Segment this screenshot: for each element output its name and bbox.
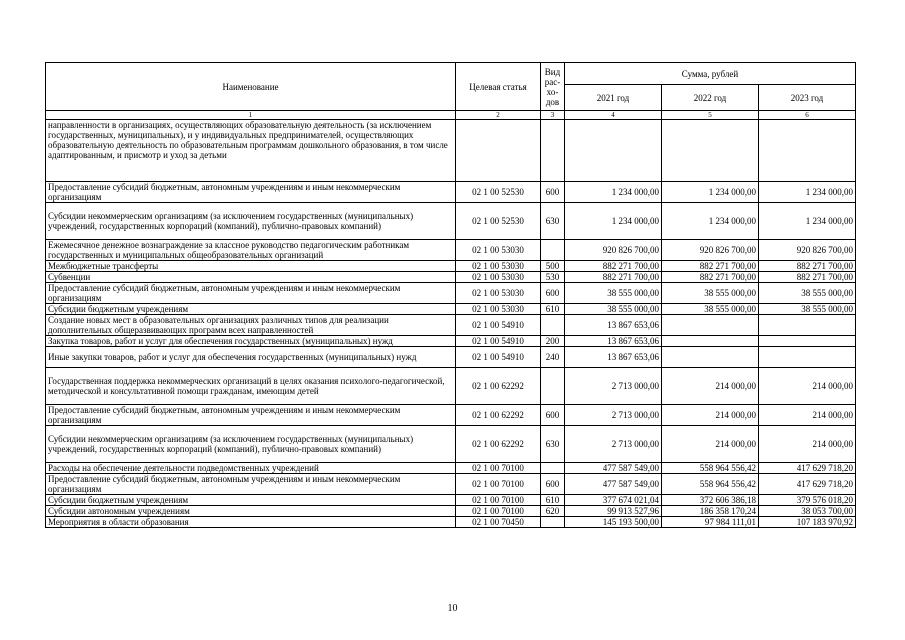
budget-table bbox=[45, 62, 856, 528]
row-name: Субвенции bbox=[46, 272, 456, 283]
row-target-article: 02 1 00 52530 bbox=[456, 203, 541, 240]
row-expense-type: 600 bbox=[541, 474, 565, 495]
column-number: 5 bbox=[662, 111, 759, 120]
row-sum-2023: 214 000,00 bbox=[759, 405, 856, 426]
row-target-article: 02 1 00 53030 bbox=[456, 283, 541, 304]
row-sum-2022: 214 000,00 bbox=[662, 405, 759, 426]
row-sum-2022: 558 964 556,42 bbox=[662, 463, 759, 474]
row-sum-2022: 38 555 000,00 bbox=[662, 304, 759, 315]
row-sum-2021: 477 587 549,00 bbox=[565, 474, 662, 495]
row-target-article: 02 1 00 70100 bbox=[456, 506, 541, 517]
row-sum-2022: 882 271 700,00 bbox=[662, 272, 759, 283]
row-sum-2023: 214 000,00 bbox=[759, 426, 856, 463]
table-row bbox=[46, 304, 856, 315]
row-sum-2021: 2 713 000,00 bbox=[565, 368, 662, 405]
table-row bbox=[46, 336, 856, 347]
table-row bbox=[46, 347, 856, 368]
row-expense-type: 600 bbox=[541, 283, 565, 304]
row-name: Субсидии автономным учреждениям bbox=[46, 506, 456, 517]
row-expense-type: 630 bbox=[541, 203, 565, 240]
row-name: Создание новых мест в образовательных организациях различных типов для реализации дополнительных общеразвивающих программ всех направленностей bbox=[46, 315, 456, 336]
row-name: Закупка товаров, работ и услуг для обеспечения государственных (муниципальных) нужд bbox=[46, 336, 456, 347]
header-2023: 2023 год bbox=[759, 85, 856, 111]
row-sum-2022 bbox=[662, 336, 759, 347]
row-expense-type: 600 bbox=[541, 405, 565, 426]
header-sum: Сумма, рублей bbox=[565, 63, 856, 85]
table-row bbox=[46, 315, 856, 336]
row-sum-2022: 372 606 386,18 bbox=[662, 495, 759, 506]
table-row bbox=[46, 506, 856, 517]
row-sum-2023: 214 000,00 bbox=[759, 368, 856, 405]
row-sum-2021: 13 867 653,06 bbox=[565, 315, 662, 336]
row-name: Субсидии бюджетным учреждениям bbox=[46, 495, 456, 506]
row-target-article: 02 1 00 54910 bbox=[456, 347, 541, 368]
row-target-article: 02 1 00 70100 bbox=[456, 463, 541, 474]
row-expense-type bbox=[541, 368, 565, 405]
row-sum-2023: 38 555 000,00 bbox=[759, 283, 856, 304]
row-target-article: 02 1 00 62292 bbox=[456, 368, 541, 405]
row-expense-type bbox=[541, 315, 565, 336]
column-number: 6 bbox=[759, 111, 856, 120]
table-row bbox=[46, 368, 856, 405]
row-sum-2021: 145 193 500,00 bbox=[565, 517, 662, 528]
row-expense-type: 240 bbox=[541, 347, 565, 368]
row-sum-2023: 38 555 000,00 bbox=[759, 304, 856, 315]
row-name: Государственная поддержка некоммерческих организаций в целях оказания психолого-педагогической, методической и консультативной помощи гражданам, имеющим детей bbox=[46, 368, 456, 405]
row-name: Предоставление субсидий бюджетным, автономным учреждениям и иным некоммерческим организациям bbox=[46, 405, 456, 426]
row-target-article: 02 1 00 52530 bbox=[456, 182, 541, 203]
header-name: Наименование bbox=[46, 63, 456, 111]
header-expense-type: Вид рас- хо- дов bbox=[541, 63, 565, 111]
row-name: Предоставление субсидий бюджетным, автономным учреждениям и иным некоммерческим организациям bbox=[46, 283, 456, 304]
row-expense-type: 600 bbox=[541, 182, 565, 203]
row-target-article: 02 1 00 70450 bbox=[456, 517, 541, 528]
continuation-row bbox=[46, 120, 856, 182]
row-sum-2021: 882 271 700,00 bbox=[565, 272, 662, 283]
row-sum-2023 bbox=[759, 347, 856, 368]
row-sum-2023: 882 271 700,00 bbox=[759, 272, 856, 283]
table-row bbox=[46, 426, 856, 463]
row-sum-2021: 13 867 653,06 bbox=[565, 347, 662, 368]
row-name: Иные закупки товаров, работ и услуг для обеспечения государственных (муниципальных) нужд bbox=[46, 347, 456, 368]
header-2022: 2022 год bbox=[662, 85, 759, 111]
table-row bbox=[46, 405, 856, 426]
column-number: 2 bbox=[456, 111, 541, 120]
table-row bbox=[46, 495, 856, 506]
row-sum-2022: 1 234 000,00 bbox=[662, 182, 759, 203]
column-number: 4 bbox=[565, 111, 662, 120]
table-row bbox=[46, 203, 856, 240]
row-sum-2023: 1 234 000,00 bbox=[759, 182, 856, 203]
row-sum-2021: 882 271 700,00 bbox=[565, 261, 662, 272]
row-sum-2022: 214 000,00 bbox=[662, 368, 759, 405]
row-name: Мероприятия в области образования bbox=[46, 517, 456, 528]
column-number-row bbox=[46, 111, 856, 120]
column-number: 3 bbox=[541, 111, 565, 120]
row-name: Предоставление субсидий бюджетным, автономным учреждениям и иным некоммерческим организациям bbox=[46, 182, 456, 203]
row-sum-2021: 38 555 000,00 bbox=[565, 283, 662, 304]
row-target-article: 02 1 00 53030 bbox=[456, 261, 541, 272]
row-sum-2021: 13 867 653,06 bbox=[565, 336, 662, 347]
row-expense-type: 630 bbox=[541, 426, 565, 463]
row-sum-2022 bbox=[662, 315, 759, 336]
row-sum-2022: 186 358 170,24 bbox=[662, 506, 759, 517]
row-sum-2023: 417 629 718,20 bbox=[759, 474, 856, 495]
row-target-article: 02 1 00 70100 bbox=[456, 474, 541, 495]
row-target-article: 02 1 00 70100 bbox=[456, 495, 541, 506]
row-sum-2023: 1 234 000,00 bbox=[759, 203, 856, 240]
row-name: Расходы на обеспечение деятельности подведомственных учреждений bbox=[46, 463, 456, 474]
row-target-article: 02 1 00 53030 bbox=[456, 304, 541, 315]
row-target-article: 02 1 00 53030 bbox=[456, 240, 541, 261]
row-sum-2021: 377 674 021,04 bbox=[565, 495, 662, 506]
row-sum-2022: 920 826 700,00 bbox=[662, 240, 759, 261]
row-sum-2021: 1 234 000,00 bbox=[565, 182, 662, 203]
header-target-article: Целевая статья bbox=[456, 63, 541, 111]
table-row bbox=[46, 283, 856, 304]
row-sum-2023: 882 271 700,00 bbox=[759, 261, 856, 272]
row-name: Субсидии бюджетным учреждениям bbox=[46, 304, 456, 315]
row-name: Субсидии некоммерческим организациям (за исключением государственных (муниципальных) учреждений, государственных корпораций (компаний), публично-правовых компаний) bbox=[46, 426, 456, 463]
row-expense-type: 500 bbox=[541, 261, 565, 272]
header-2021: 2021 год bbox=[565, 85, 662, 111]
table-row bbox=[46, 240, 856, 261]
table-row bbox=[46, 261, 856, 272]
row-name: Субсидии некоммерческим организациям (за исключением государственных (муниципальных) учреждений, государственных корпораций (компаний), публично-правовых компаний) bbox=[46, 203, 456, 240]
row-sum-2023 bbox=[759, 336, 856, 347]
row-name: Предоставление субсидий бюджетным, автономным учреждениям и иным некоммерческим организациям bbox=[46, 474, 456, 495]
row-expense-type bbox=[541, 240, 565, 261]
row-sum-2021: 1 234 000,00 bbox=[565, 203, 662, 240]
row-sum-2021: 477 587 549,00 bbox=[565, 463, 662, 474]
row-target-article: 02 1 00 62292 bbox=[456, 426, 541, 463]
row-sum-2021: 920 826 700,00 bbox=[565, 240, 662, 261]
row-sum-2023: 379 576 018,20 bbox=[759, 495, 856, 506]
row-expense-type: 200 bbox=[541, 336, 565, 347]
table-row bbox=[46, 272, 856, 283]
row-sum-2021: 38 555 000,00 bbox=[565, 304, 662, 315]
row-expense-type bbox=[541, 517, 565, 528]
row-sum-2022: 882 271 700,00 bbox=[662, 261, 759, 272]
row-name: Межбюджетные трансферты bbox=[46, 261, 456, 272]
row-expense-type: 610 bbox=[541, 495, 565, 506]
row-sum-2022 bbox=[662, 347, 759, 368]
row-sum-2022: 97 984 111,01 bbox=[662, 517, 759, 528]
row-expense-type: 530 bbox=[541, 272, 565, 283]
page-number: 10 bbox=[447, 603, 458, 614]
row-sum-2021: 99 913 527,96 bbox=[565, 506, 662, 517]
row-sum-2023: 107 183 970,92 bbox=[759, 517, 856, 528]
table-row bbox=[46, 517, 856, 528]
row-sum-2023 bbox=[759, 315, 856, 336]
continuation-text: направленности в организациях, осуществляющих образовательную деятельность (за исключением государственных, муниципальных), и у индивидуальных предпринимателей, осуществляющих образовательную деятельность по образовательным программам дошкольного образования, в том числе адаптированным, и присмотр и уход за детьми bbox=[46, 120, 456, 182]
row-name: Ежемесячное денежное вознаграждение за классное руководство педагогическим работникам государственных и муниципальных общеобразовательных организаций bbox=[46, 240, 456, 261]
row-sum-2021: 2 713 000,00 bbox=[565, 405, 662, 426]
row-target-article: 02 1 00 62292 bbox=[456, 405, 541, 426]
row-expense-type: 620 bbox=[541, 506, 565, 517]
table-row bbox=[46, 474, 856, 495]
row-sum-2021: 2 713 000,00 bbox=[565, 426, 662, 463]
row-sum-2022: 1 234 000,00 bbox=[662, 203, 759, 240]
row-expense-type: 610 bbox=[541, 304, 565, 315]
row-sum-2023: 920 826 700,00 bbox=[759, 240, 856, 261]
column-number: 1 bbox=[46, 111, 456, 120]
row-target-article: 02 1 00 54910 bbox=[456, 336, 541, 347]
row-sum-2022: 38 555 000,00 bbox=[662, 283, 759, 304]
row-sum-2023: 417 629 718,20 bbox=[759, 463, 856, 474]
table-row bbox=[46, 182, 856, 203]
row-target-article: 02 1 00 54910 bbox=[456, 315, 541, 336]
row-expense-type bbox=[541, 463, 565, 474]
row-sum-2022: 558 964 556,42 bbox=[662, 474, 759, 495]
table-row bbox=[46, 463, 856, 474]
row-target-article: 02 1 00 53030 bbox=[456, 272, 541, 283]
row-sum-2023: 38 053 700,00 bbox=[759, 506, 856, 517]
row-sum-2022: 214 000,00 bbox=[662, 426, 759, 463]
